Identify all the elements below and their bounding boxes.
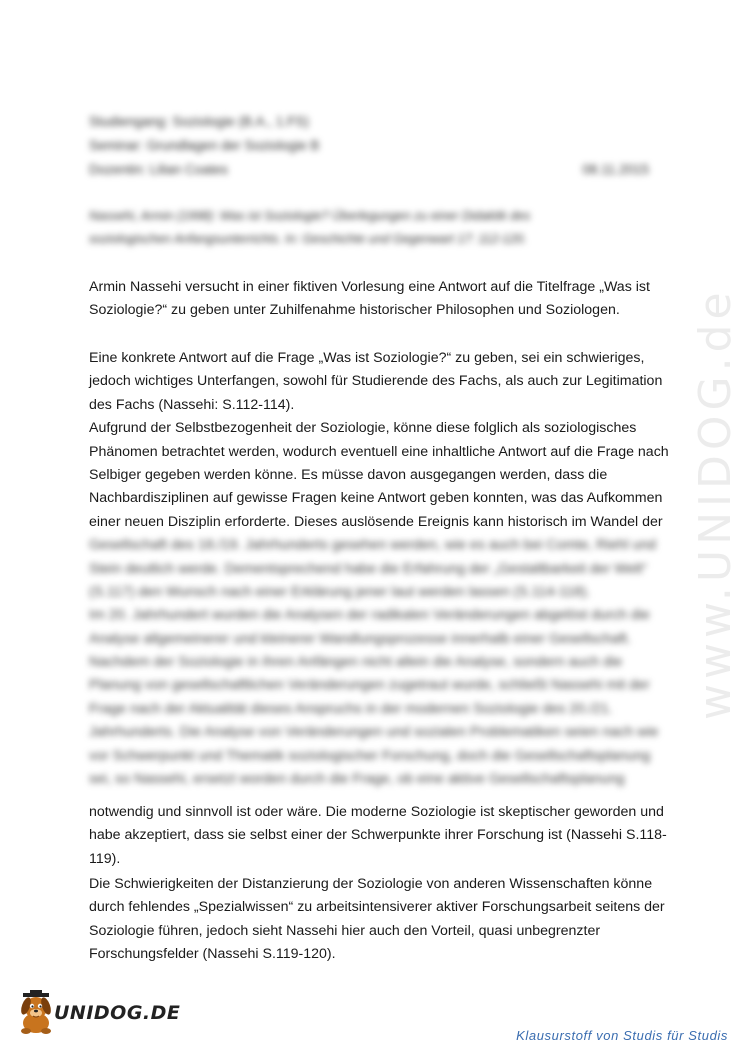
text-line: Die Schwierigkeiten der Distanzierung der Soziologie von anderen Wissenschaften könne bbox=[89, 876, 653, 892]
text-line: Nachbardisziplinen auf gewisse Fragen keine Antwort geben konnten, was das Aufkommen bbox=[89, 490, 663, 507]
unidog-watermark: www.UNIDOG.de bbox=[690, 287, 741, 720]
paragraph-main bbox=[89, 347, 669, 791]
blurred-text-line: Nachdem der Soziologie in ihren Anfängen nicht allein die Analyse, sondern auch die bbox=[89, 654, 623, 671]
text-line: Forschungsfelder (Nassehi S.119-120). bbox=[89, 946, 336, 963]
text-line: Aufgrund der Selbstbezogenheit der Soziologie, könne diese folglich als soziologisches bbox=[89, 420, 637, 437]
blurred-text-line: Stein deutlich werde. Dementsprechend habe die Erfahrung der „Gestaltbarkeit der Welt“ bbox=[89, 560, 648, 577]
text-line: Selbiger gegeben werden könne. Es müsse davon ausgegangen werden, dass die bbox=[89, 466, 608, 483]
text-line: notwendig und sinnvoll ist oder wäre. Die moderne Soziologie ist skeptischer geworden und bbox=[89, 804, 664, 820]
citation bbox=[89, 205, 609, 251]
blurred-text-line: Im 20. Jahrhundert wurden die Analysen der radikalen Veränderungen abgelöst durch die bbox=[89, 607, 650, 624]
header-dozentin-row bbox=[89, 158, 649, 182]
citation-line: soziologischen Anfangsunterrichts. In: Geschichte und Gegenwart 17: 112-120. bbox=[89, 232, 527, 246]
text-line: Eine konkrete Antwort auf die Frage „Was ist Soziologie?“ zu geben, sei ein schwieriges, bbox=[89, 350, 645, 366]
footer-tagline: Klausurstoff von Studis für Studis bbox=[516, 1028, 728, 1043]
paragraph-final bbox=[89, 873, 665, 967]
header-studiengang: Studiengang: Soziologie (B.A., 1.FS) bbox=[89, 114, 309, 129]
citation-line: Nassehi, Armin (1998): Was ist Soziologie? Überlegungen zu einer Didaktik des bbox=[89, 209, 531, 223]
unidog-logo[interactable] bbox=[14, 990, 180, 1036]
blurred-text-line: Frage nach der Aktualität dieses Anspruchs in der modernen Soziologie des 20./21. bbox=[89, 700, 613, 717]
logo-text: UNIDOG.DE bbox=[54, 1002, 181, 1024]
blurred-text-line: Gesellschaft des 18./19. Jahrhunderts gesehen werden, wie es auch bei Comte, Riehl und bbox=[89, 537, 657, 554]
blurred-text-line: sei, so Nassehi, ersetzt worden durch die Frage, ob eine aktive Gesellschaftsplanung bbox=[89, 771, 625, 788]
text-line: einer neuen Disziplin erforderte. Dieses auslösende Ereignis kann historisch im Wandel der bbox=[89, 513, 663, 530]
blurred-text-line: vor Schwerpunkt und Thematik soziologischer Forschung, doch die Gesellschaftsplanung bbox=[89, 747, 651, 764]
text-line: Soziologie?“ zu geben unter Zuhilfenahme historischer Philosophen und Soziologen. bbox=[89, 302, 620, 319]
blurred-text-line: Jahrhunderts. Die Analyse von Veränderungen und sozialen Problematiken seien nach wie bbox=[89, 724, 659, 741]
blurred-text-line: Analyse allgemeinerer und kleinerer Wandlungsprozesse innerhalb einer Gesellschaft. bbox=[89, 630, 632, 647]
header-seminar: Seminar: Grundlagen der Soziologie B bbox=[89, 138, 320, 153]
text-line: des Fachs (Nassehi: S.112-114). bbox=[89, 396, 295, 413]
paragraph-conclusion bbox=[89, 801, 667, 871]
dog-mascot-icon bbox=[14, 990, 58, 1036]
text-line: habe akzeptiert, dass sie selbst einer der Schwerpunkte ihrer Forschung ist (Nassehi S.118- bbox=[89, 827, 667, 844]
text-line: Soziologie führen, jedoch sieht Nassehi hier auch den Vorteil, quasi unbegrenzter bbox=[89, 922, 601, 939]
paragraph-intro bbox=[89, 276, 655, 323]
text-line: Armin Nassehi versucht in einer fiktiven Vorlesung eine Antwort auf die Titelfrage „Was ist bbox=[89, 279, 650, 295]
text-line: durch fehlendes „Spezialwissen“ zu arbeitsintensiverer aktiver Forschungsarbeit seitens der bbox=[89, 899, 665, 916]
text-line: Phänomen betrachtet werden, wodurch eventuell eine inhaltliche Antwort auf die Frage nach bbox=[89, 443, 669, 460]
header-date: 08.11.2015 bbox=[582, 162, 649, 177]
blurred-text-line: (S.117) den Wunsch nach einer Erklärung jener laut werden lassen (S.114-118). bbox=[89, 583, 591, 600]
text-line: 119). bbox=[89, 850, 121, 867]
text-line: jedoch wichtiges Unterfangen, sowohl für Studierende des Fachs, als auch zur Legitimation bbox=[89, 373, 663, 390]
header-dozentin: Dozentin: Lilian Coates bbox=[89, 162, 228, 177]
blurred-text-line: Planung von gesellschaftlichen Veränderungen zugetraut wurde, schließt Nassehi mit der bbox=[89, 677, 650, 694]
document-header bbox=[89, 110, 649, 182]
